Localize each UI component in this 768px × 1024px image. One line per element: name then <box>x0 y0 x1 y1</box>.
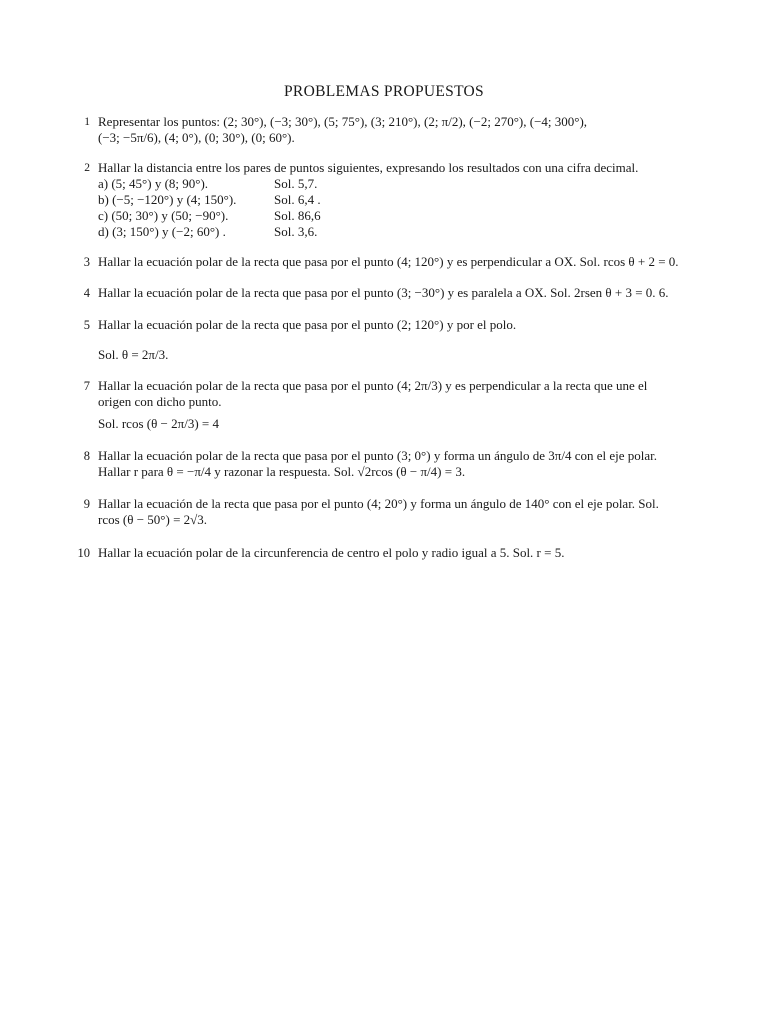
problem-line: (−3; −5π/6), (4; 0°), (0; 30°), (0; 60°). <box>98 130 295 145</box>
subitem-row <box>98 192 738 208</box>
problem-text <box>98 160 738 240</box>
subitem-solution: Sol. 6,4 . <box>274 192 321 207</box>
problem-text <box>98 114 738 146</box>
subitem-solution: Sol. 86,6 <box>274 208 321 223</box>
problem-number: 8 <box>83 449 90 463</box>
problem-line: Hallar la ecuación de la recta que pasa por el punto (4; 20°) y forma un ángulo de 140° con el eje polar. Sol. <box>98 496 659 511</box>
problem-line: Hallar la ecuación polar de la recta que pasa por el punto (4; 120°) y es perpendicular a OX. Sol. rcos θ + 2 = 0. <box>98 254 679 269</box>
problem-text <box>98 254 738 270</box>
subitem-question: a) (5; 45°) y (8; 90°). <box>98 176 209 191</box>
problem-number: 1 <box>84 116 90 128</box>
subitem-row <box>98 208 738 224</box>
subitem-solution: Sol. 5,7. <box>274 176 318 191</box>
problem-number: 4 <box>83 286 90 300</box>
subitem-row <box>98 176 738 192</box>
problem-number: 10 <box>77 546 90 560</box>
problem-line: Hallar la ecuación polar de la recta que pasa por el punto (3; −30°) y es paralela a OX. Sol. 2rsen θ + 3 = 0. 6. <box>98 285 669 300</box>
problem-number: 7 <box>83 379 90 393</box>
problem-line: Hallar la ecuación polar de la recta que pasa por el punto (2; 120°) y por el polo. <box>98 317 517 332</box>
subitem-row <box>98 224 738 240</box>
problem-text <box>98 378 738 432</box>
problem-line: Hallar la ecuación polar de la recta que pasa por el punto (3; 0°) y forma un ángulo de 3π/4 con el eje polar. <box>98 448 657 463</box>
problem-number: 2 <box>84 162 90 174</box>
problem-intro: Hallar la distancia entre los pares de puntos siguientes, expresando los resultados con una cifra decimal. <box>98 160 639 175</box>
problem-line: rcos (θ − 50°) = 2√3. <box>98 512 208 527</box>
problem-number: 9 <box>83 497 90 511</box>
problem-text <box>98 545 738 561</box>
subitem-question: d) (3; 150°) y (−2; 60°) . <box>98 224 226 239</box>
problem-text <box>98 317 738 363</box>
subitem-question: b) (−5; −120°) y (4; 150°). <box>98 192 237 207</box>
problem-solution: Sol. θ = 2π/3. <box>98 347 169 362</box>
problem-line: Hallar la ecuación polar de la circunferencia de centro el polo y radio igual a 5. Sol. r = 5. <box>98 545 565 560</box>
subitem-solution: Sol. 3,6. <box>274 224 318 239</box>
problem-text <box>98 448 738 480</box>
problem-text <box>98 285 738 301</box>
problem-number: 5 <box>83 318 90 332</box>
problem-line: Hallar la ecuación polar de la recta que pasa por el punto (4; 2π/3) y es perpendicular a la recta que une el <box>98 378 648 393</box>
problem-line: Representar los puntos: (2; 30°), (−3; 30°), (5; 75°), (3; 210°), (2; π/2), (−2; 270°), (−4; 300°), <box>98 114 588 129</box>
page-title: PROBLEMAS PROPUESTOS <box>284 83 484 100</box>
problem-line: origen con dicho punto. <box>98 394 222 409</box>
problem-number: 3 <box>83 255 90 269</box>
problem-solution: Sol. rcos (θ − 2π/3) = 4 <box>98 416 219 431</box>
problem-text <box>98 496 738 528</box>
subitem-question: c) (50; 30°) y (50; −90°). <box>98 208 229 223</box>
problem-line: Hallar r para θ = −π/4 y razonar la respuesta. Sol. √2rcos (θ − π/4) = 3. <box>98 464 466 479</box>
